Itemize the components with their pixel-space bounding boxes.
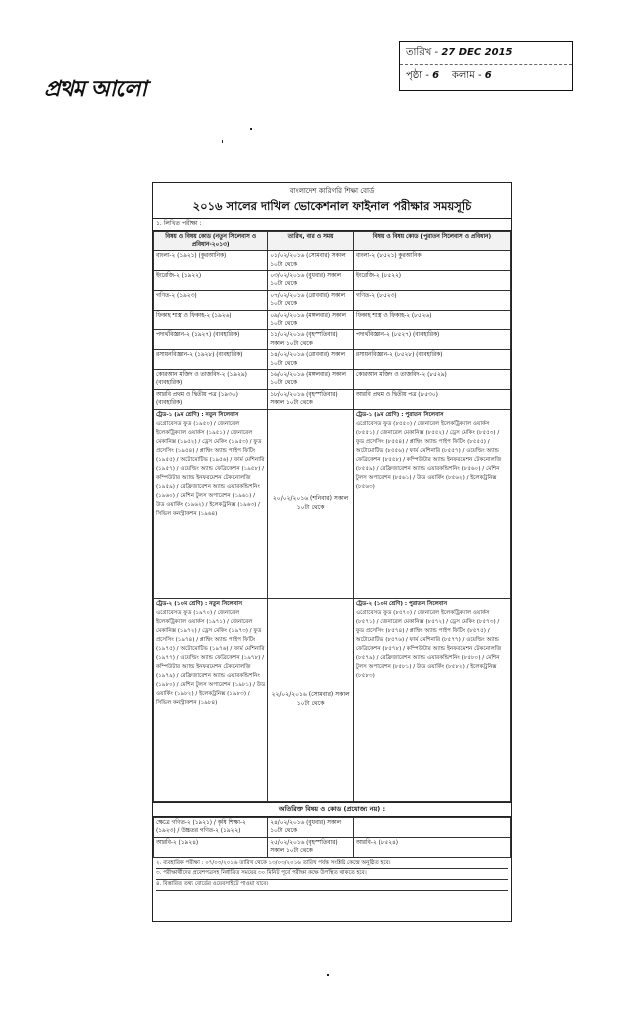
written-exam-label: ১. লিখিত পরীক্ষা : [153,219,511,231]
extra-subjects-table [153,817,511,858]
extra-rows [154,817,511,857]
datetime-cell: ০৯/০২/২০১৬ (মঙ্গলবার) সকাল ১০টা থেকে [268,310,354,330]
extra-subject-old-cell: আরবি-২ (৮৫২৪) [353,837,510,857]
extra-subject-new-cell: আরবি-২ (১৯২৪) [154,837,268,857]
datetime-cell: ১৪/০২/২০১৬ (রোববার) সকাল ১০টা থেকে [268,350,354,370]
trade-new-text: এগ্রোবেসড ফুড (১৯৫০) / জেনারেল ইলেকট্রিক্যাল ওয়ার্কস (১৯৫১) / জেনারেল মেকানিক্স (১৯৫২) / ড্রেস মেকিং (১৯৫৩) / ফুড প্রসেসিং (১৯৫৪) / প্লাম্বিং অ্যান্ড পাইপ ফিটিং (১৯৫৫) / অটোমোটিভ (১৯৫৬) / ফার্ম মেশিনারি (১৯৫৭) / ওয়েল্ডিং অ্যান্ড ফেব্রিকেশন (১৯৫৮) / কম্পিউটার অ্যান্ড ইনফরমেশন টেকনোলজি (১৯৫৯) / রেফ্রিজারেশন অ্যান্ড এয়ারকন্ডিশনিং (১৯৬০) / মেশিন টুলস অপারেশন (১৯৬১) / উড ওয়ার্কিং (১৯৬২) / ইলেকট্রনিক্স (১৯৬৩) / সিভিল কনস্ট্রাকশন (১৯৬৪) [156,421,265,517]
trade-block-row [154,409,511,598]
schedule-table [153,231,511,802]
table-row [154,369,511,389]
trade-old-text: এগ্রোবেসড ফুড (৮৫৫০) / জেনারেল ইলেকট্রিক্যাল ওয়ার্কস (৮৫৫১) / জেনারেল মেকানিক্স (৮৫৫২) / ড্রেস মেকিং (৮৫৫৩) / ফুড প্রসেসিং (৮৫৫৪) / প্লাম্বিং অ্যান্ড পাইপ ফিটিং (৮৫৫৫) / অটোমোটিভ (৮৫৫৬) / ফার্ম মেশিনারি (৮৫৫৭) / ওয়েল্ডিং অ্যান্ড ফেব্রিকেশন (৮৫৫৮) / কম্পিউটার অ্যান্ড ইনফরমেশন টেকনোলজি (৮৫৫৯) / রেফ্রিজারেশন অ্যান্ড এয়ারকন্ডিশনিং (৮৫৬০) / মেশিন টুলস অপারেশন (৮৫৬১) / উড ওয়ার্কিং (৮৫৬২) / ইলেকট্রনিক্স (৮৫৬৩) [355,421,502,491]
datetime-cell: ০৭/০২/২০১৬ (রোববার) সকাল ১০টা থেকে [268,290,354,310]
stamp-date-value: 27 DEC 2015 [441,47,513,58]
trade-old-heading: ট্রেড-১ (৯ম শ্রেণি) : পুরাতন সিলেবাস [355,411,444,418]
print-mark [327,974,329,976]
table-row [154,310,511,330]
note-line: ৪. বিস্তারিত তথ্য বোর্ডের ওয়েবসাইটে পাওয়া যাবে। [156,880,508,891]
print-mark [250,128,252,130]
header-datetime: তারিখ, বার ও সময় [268,231,354,251]
trade-datetime-cell: ২০/০২/২০১৬ (শনিবার) সকাল ১০টা থেকে [268,409,354,598]
table-row [154,330,511,350]
trade-datetime-cell: ২২/০২/২০১৬ (সোমবার) সকাল ১০টা থেকে [268,598,354,801]
header-subject-old: বিষয় ও বিষয় কোড (পুরাতন সিলেবাস ও প্রবিধান) [353,231,510,251]
board-name: বাংলাদেশ কারিগরি শিক্ষা বোর্ড [289,187,375,195]
extra-row [154,817,511,837]
table-row [154,290,511,310]
table-row [154,389,511,409]
datetime-cell: ১১/০২/২০১৬ (বৃহস্পতিবার) সকাল ১০টা থেকে [268,330,354,350]
subject-new-cell: গণিত-২ (১৯২৩) [154,290,268,310]
datetime-cell: ০৩/০২/২০১৬ (বুধবার) সকাল ১০টা থেকে [268,271,354,291]
subject-new-cell: ফিকাহ শাস্ত্র ও ফিকাহ-২ (১৯২৬) [154,310,268,330]
trade-block-row [154,598,511,801]
subject-old-cell: পদার্থবিজ্ঞান-২ (৮৫২৭) (ব্যবহারিক) [353,330,510,350]
trade-old-cell [353,598,510,801]
subject-new-cell: পদার্থবিজ্ঞান-২ (১৯২৭) (ব্যবহারিক) [154,330,268,350]
stamp-date-row: তারিখ - 27 DEC 2015 [406,47,513,58]
extra-row [154,837,511,857]
schedule-title: ২০১৬ সালের দাখিল ভোকেশনাল ফাইনাল পরীক্ষার সময়সূচি [153,196,511,219]
note-line: ২. ব্যবহারিক পরীক্ষা : ০৭/০৩/২০১৬ তারিখ থেকে ১৩/০৩/২০১৬ তারিখ পর্যন্ত সংশ্লিষ্ট কেন্দ্রে অনুষ্ঠিত হবে। [156,859,508,870]
extra-subject-old-cell [353,817,510,837]
trade-old-cell [353,409,510,598]
schedule-notes [153,858,511,893]
stamp-date-label: তারিখ [406,47,432,58]
trade-new-cell [154,598,268,801]
extra-datetime-cell: ২৫/০২/২০১৬ (বৃহস্পতিবার) সকাল ১০টা থেকে [268,837,354,857]
stamp-page-label: পৃষ্ঠা [406,70,423,81]
stamp-page-value: 6 [432,70,440,81]
table-row [154,350,511,370]
datetime-cell: ০১/০২/২০১৬ (সোমবার) সকাল ১০টা থেকে [268,251,354,271]
stamp-page-row: পৃষ্ঠা - 6 কলাম - 6 [400,64,572,87]
trade-new-text: এগ্রোবেসড ফুড (১৯৭০) / জেনারেল ইলেকট্রিক্যাল ওয়ার্কস (১৯৭১) / জেনারেল মেকানিক্স (১৯৭২) / ড্রেস মেকিং (১৯৭৩) / ফুড প্রসেসিং (১৯৭৪) / প্লাম্বিং অ্যান্ড পাইপ ফিটিং (১৯৭৫) / অটোমোটিভ (১৯৭৬) / ফার্ম মেশিনারি (১৯৭৭) / ওয়েল্ডিং অ্যান্ড ফেব্রিকেশন (১৯৭৮) / কম্পিউটার অ্যান্ড ইনফরমেশন টেকনোলজি (১৯৭৯) / রেফ্রিজারেশন অ্যান্ড এয়ারকন্ডিশনিং (১৯৮০) / মেশিন টুলস অপারেশন (১৯৮১) / উড ওয়ার্কিং (১৯৮২) / ইলেকট্রনিক্স (১৯৮৩) / সিভিল কনস্ট্রাকশন (১৯৮৪) [156,610,266,706]
newspaper-logo: প্রথম আলো [44,77,146,102]
subject-old-cell: কোরআন মজিদ ও তাজবিদ-২ (৮৫২৯) [353,369,510,389]
subject-old-cell: ফিকাহ শাস্ত্র ও ফিকাহ-২ (৮৫২৬) [353,310,510,330]
subject-new-cell: বাংলা-২ (১৯২১) (কুরআনিক) [154,251,268,271]
subject-new-cell: কোরআন মজিদ ও তাজবিদ-২ (১৯২৯) (ব্যবহারিক) [154,369,268,389]
extra-subjects-title: অতিরিক্ত বিষয় ও কোড (প্রযোজ্য নয়) : [153,802,511,817]
extra-datetime-cell: ২৪/০২/২০১৬ (বুধবার) সকাল ১০টা থেকে [268,817,354,837]
datetime-cell: ১৮/০২/২০১৬ (বৃহস্পতিবার) সকাল ১০টা থেকে [268,389,354,409]
extra-subject-new-cell: ক্ষেত্রে গণিত-২ (১৯২১) / কৃষি শিক্ষা-২ (১৯২৩) / উচ্চতর গণিত-২ (১৯২২) [154,817,268,837]
header-subject-new: বিষয় ও বিষয় কোড (নতুন সিলেবাস ও প্রবিধান-২০১৩) [154,231,268,251]
trade-new-cell [154,409,268,598]
clipping-stamp [399,41,573,91]
subject-new-cell: আরবি প্রথম ও দ্বিতীয় পত্র (১৯৩০) (ব্যবহারিক) [154,389,268,409]
note-line: ৩. পরীক্ষার্থীদের প্রবেশপত্রসহ নির্ধারিত সময়ের ৩০ মিনিট পূর্বে পরীক্ষা কক্ষে উপস্থিত থাকতে হবে। [156,869,508,880]
trade-blocks [154,409,511,801]
table-row [154,271,511,291]
trade-new-heading: ট্রেড-২ (১০ম শ্রেণি) : নতুন সিলেবাস [156,600,243,607]
trade-old-text: এগ্রোবেসড ফুড (৮৫৭০) / জেনারেল ইলেকট্রিক্যাল ওয়ার্কস (৮৫৭১) / জেনারেল মেকানিক্স (৮৫৭২) / ড্রেস মেকিং (৮৫৭৩) / ফুড প্রসেসিং (৮৫৭৪) / প্লাম্বিং অ্যান্ড পাইপ ফিটিং (৮৫৭৫) / অটোমোটিভ (৮৫৭৬) / ফার্ম মেশিনারি (৮৫৭৭) / ওয়েল্ডিং অ্যান্ড ফেব্রিকেশন (৮৫৭৮) / কম্পিউটার অ্যান্ড ইনফরমেশন টেকনোলজি (৮৫৭৯) / রেফ্রিজারেশন অ্যান্ড এয়ারকন্ডিশনিং (৮৫৮০) / মেশিন টুলস অপারেশন (৮৫৮১) / উড ওয়ার্কিং (৮৫৮২) / ইলেকট্রনিক্স (৮৫৮৩) [355,610,502,680]
print-mark [222,140,223,143]
datetime-cell: ১৬/০২/২০১৬ (মঙ্গলবার) সকাল ১০টা থেকে [268,369,354,389]
trade-new-heading: ট্রেড-১ (৯ম শ্রেণি) : নতুন সিলেবাস [156,411,239,418]
stamp-column-value: 6 [484,70,492,81]
schedule-rows [154,251,511,409]
subject-old-cell: আরবি প্রথম ও দ্বিতীয় পত্র (৮৫৩০) [353,389,510,409]
subject-new-cell: ইংরেজি-২ (১৯২২) [154,271,268,291]
table-header-row [154,231,511,251]
subject-old-cell: বাংলা-২ (৮৫২১) কুরআনিক [353,251,510,271]
exam-schedule-clipping [152,182,512,922]
subject-new-cell: রসায়নবিজ্ঞান-২ (১৯২৮) (ব্যবহারিক) [154,350,268,370]
trade-old-heading: ট্রেড-২ (১০ম শ্রেণি) : পুরাতন সিলেবাস [355,600,448,607]
stamp-column-label: কলাম [451,70,475,81]
subject-old-cell: ইংরেজি-২ (৮৫২২) [353,271,510,291]
subject-old-cell: গণিত-২ (৮৫২৩) [353,290,510,310]
subject-old-cell: রসায়নবিজ্ঞান-২ (৮৫২৮) (ব্যবহারিক) [353,350,510,370]
table-row [154,251,511,271]
